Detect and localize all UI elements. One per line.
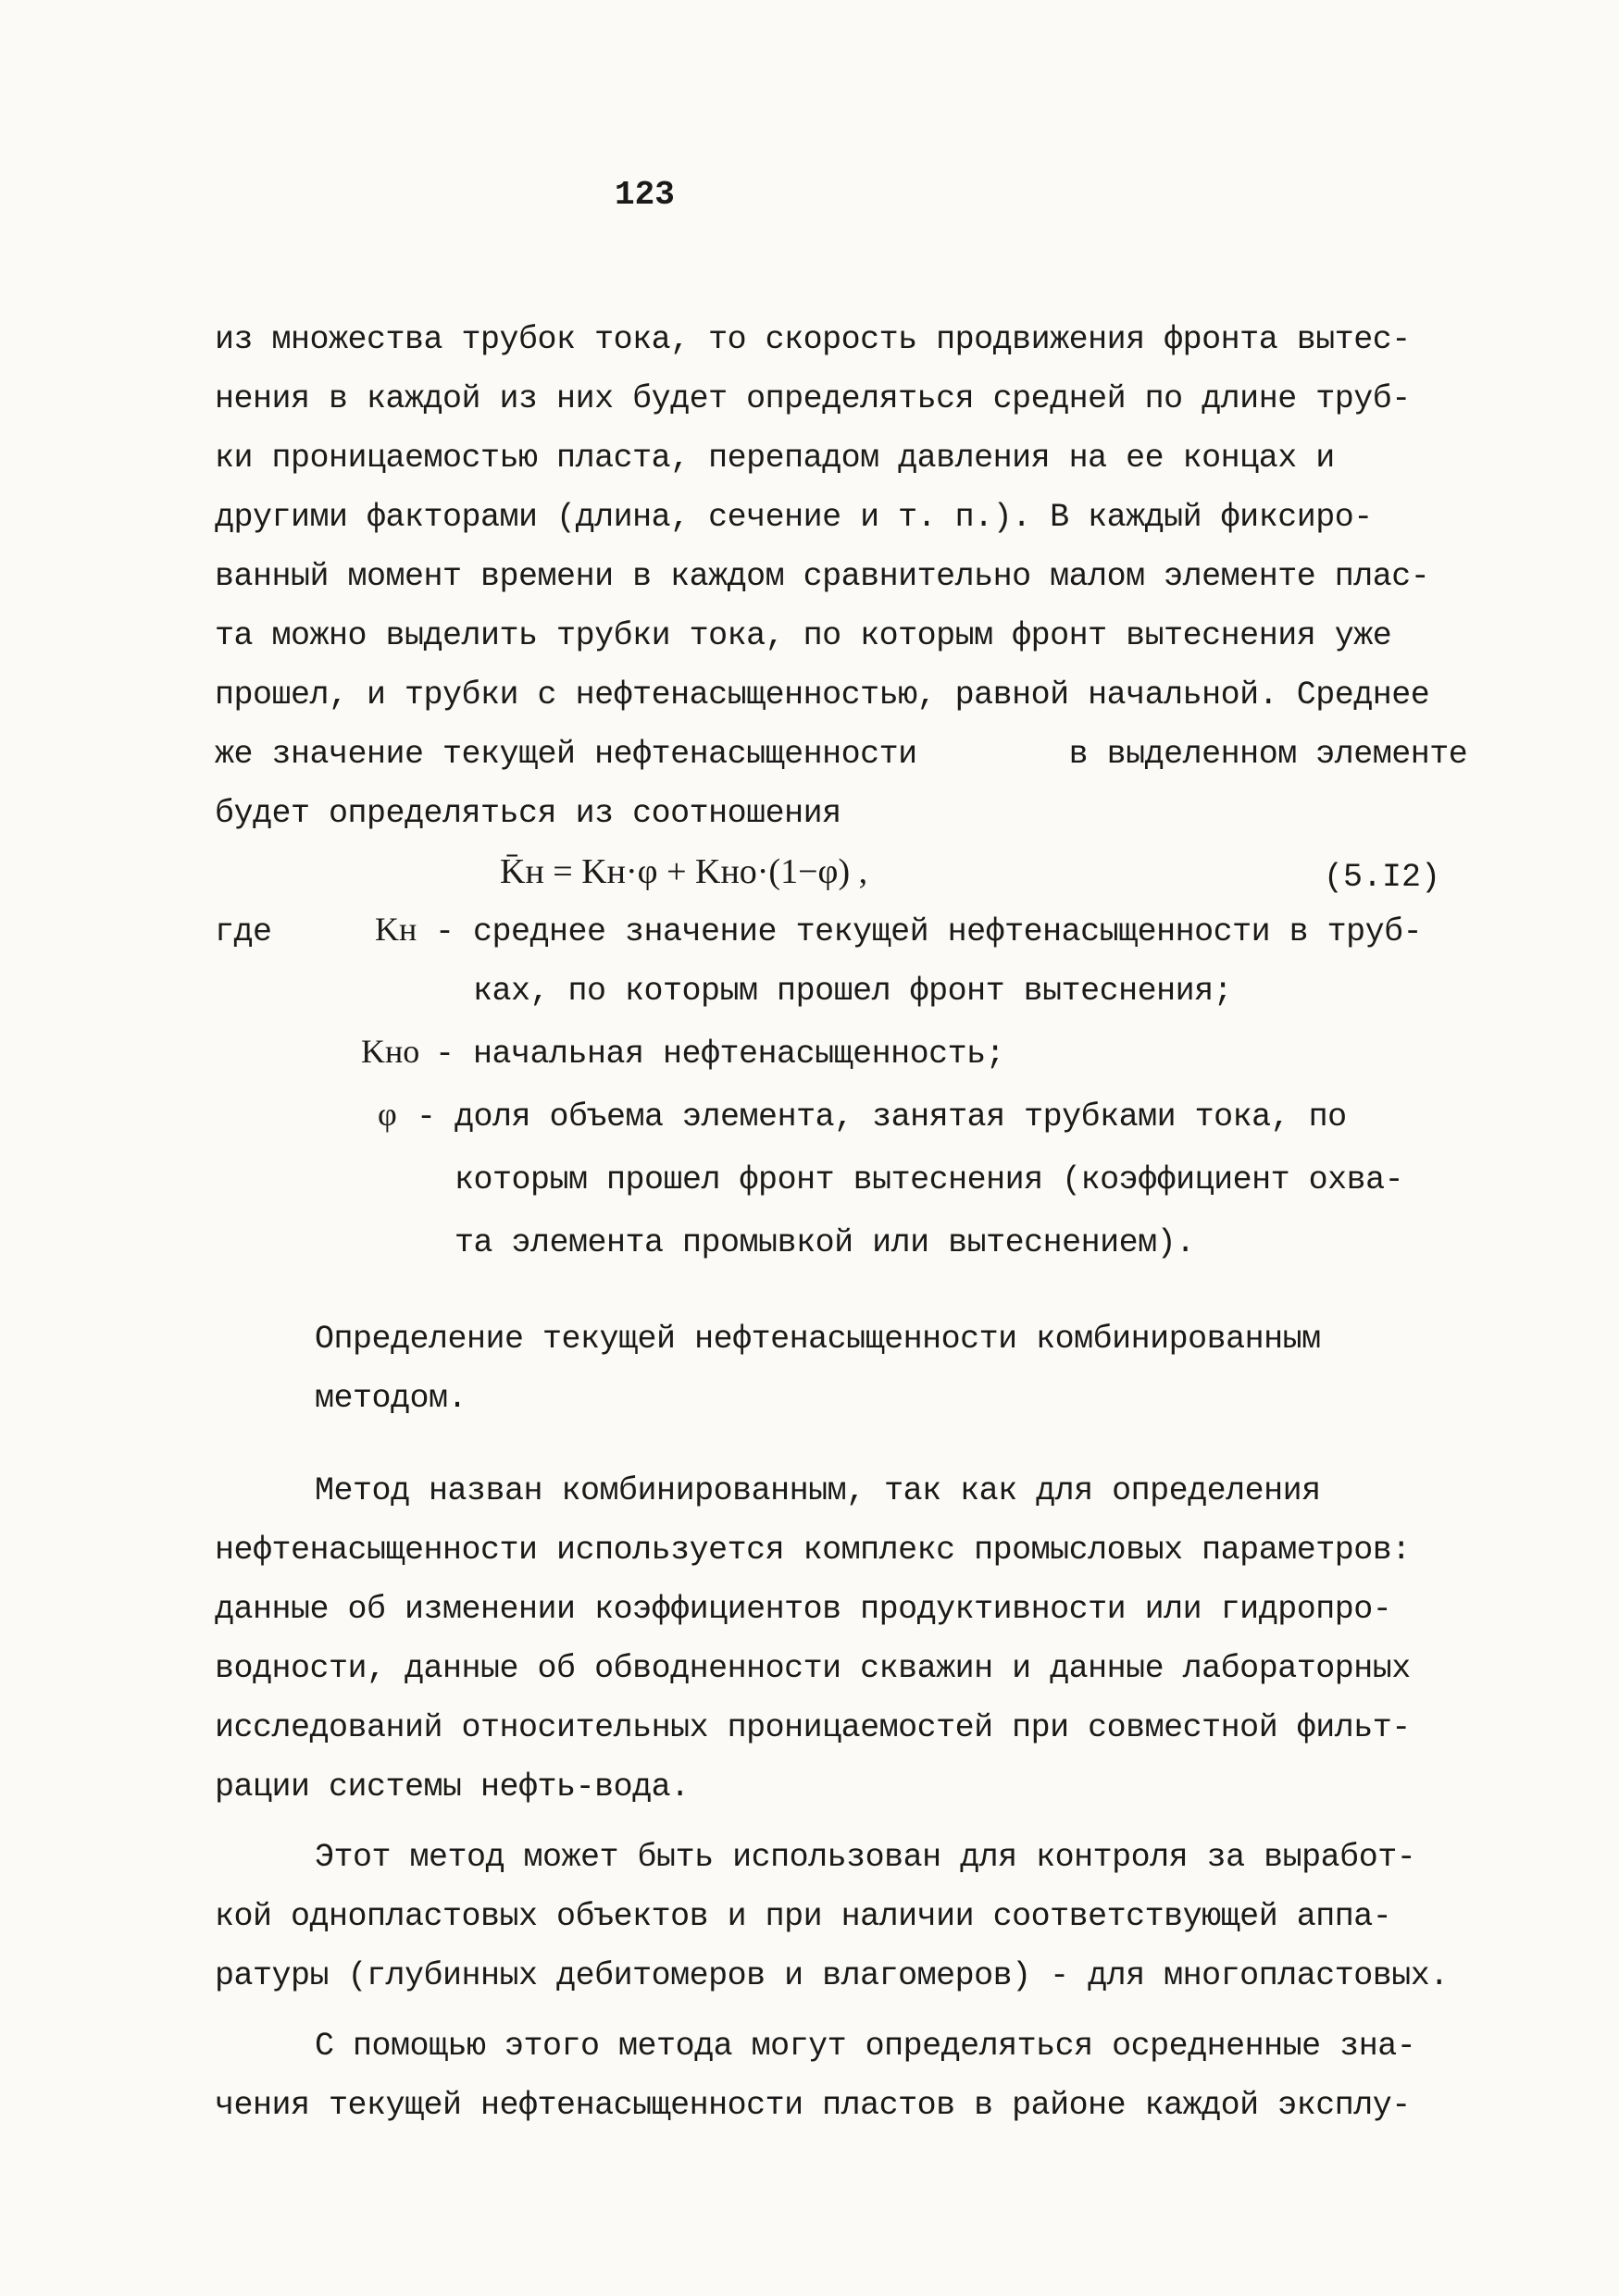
paragraph2-line-2: нефтенасыщенности используется комплекс промысловых параметров: [215, 1532, 1411, 1569]
paragraph2-line-4: водности, данные об обводненности скважин и данные лабораторных [215, 1650, 1411, 1687]
page-number: 123 [615, 176, 675, 214]
definition-kn-line-2: ках, по которым прошел фронт вытеснения; [435, 973, 1233, 1010]
definition-phi-line-3: та элемента промывкой или вытеснением). [417, 1224, 1195, 1261]
paragraph1-line-9: будет определяться из соотношения [215, 795, 841, 832]
definition-kno-line-1: - начальная нефтенасыщенность; [435, 1036, 1005, 1073]
definition-symbol-kno: Kно [361, 1033, 420, 1070]
paragraph3-line-2: кой однопластовых объектов и при наличии соответствующей аппа- [215, 1898, 1392, 1935]
paragraph4-line-1: С помощью этого метода могут определяться осредненные зна- [315, 2028, 1416, 2065]
paragraph3-line-1: Этот метод может быть использован для контроля за выработ- [315, 1839, 1416, 1876]
definition-symbol-phi: φ [378, 1096, 397, 1133]
section-heading-line-2: методом. [315, 1380, 467, 1417]
paragraph1-line-1: из множества трубок тока, то скорость продвижения фронта вытес- [215, 321, 1411, 358]
definition-phi-line-1: - доля объема элемента, занятая трубками тока, по [417, 1098, 1347, 1136]
paragraph4-line-2: чения текущей нефтенасыщенности пластов в районе каждой эксплу- [215, 2087, 1411, 2124]
paragraph1-line-4: другими факторами (длина, сечение и т. п.). В каждый фиксиро- [215, 499, 1373, 536]
paragraph2-line-6: рации системы нефть-вода. [215, 1769, 690, 1806]
where-label: где [215, 913, 272, 950]
equation-number: (5.I2) [1324, 859, 1441, 896]
paragraph3-line-3: ратуры (глубинных дебитомеров и влагомеров) - для многопластовых. [215, 1957, 1449, 1994]
paragraph2-line-1: Метод назван комбинированным, так как для определения [315, 1472, 1321, 1509]
paragraph2-line-3: данные об изменении коэффициентов продуктивности или гидропро- [215, 1591, 1392, 1628]
formula-5-12: K̄н = Kн·φ + Kно·(1−φ) , [500, 852, 868, 891]
section-heading-line-1: Определение текущей нефтенасыщенности комбинированным [315, 1321, 1321, 1358]
paragraph1-line-2: нения в каждой из них будет определяться средней по длине труб- [215, 380, 1411, 417]
paragraph1-line-8: же значение текущей нефтенасыщенности в выделенном элементе [215, 736, 1468, 773]
definition-phi-line-2: которым прошел фронт вытеснения (коэффициент охва- [417, 1161, 1404, 1198]
paragraph1-line-5: ванный момент времени в каждом сравнительно малом элементе плас- [215, 558, 1430, 595]
paragraph2-line-5: исследований относительных проницаемостей при совместной фильт- [215, 1709, 1411, 1746]
paragraph1-line-6: та можно выделить трубки тока, по которым фронт вытеснения уже [215, 617, 1392, 654]
definition-kn-line-1: - среднее значение текущей нефтенасыщенности в труб- [435, 913, 1423, 950]
paragraph1-line-3: ки проницаемостью пласта, перепадом давления на ее концах и [215, 440, 1335, 477]
paragraph1-line-7: прошел, и трубки с нефтенасыщенностью, равной начальной. Среднее [215, 676, 1430, 714]
definition-symbol-kn: Kн [375, 911, 417, 948]
